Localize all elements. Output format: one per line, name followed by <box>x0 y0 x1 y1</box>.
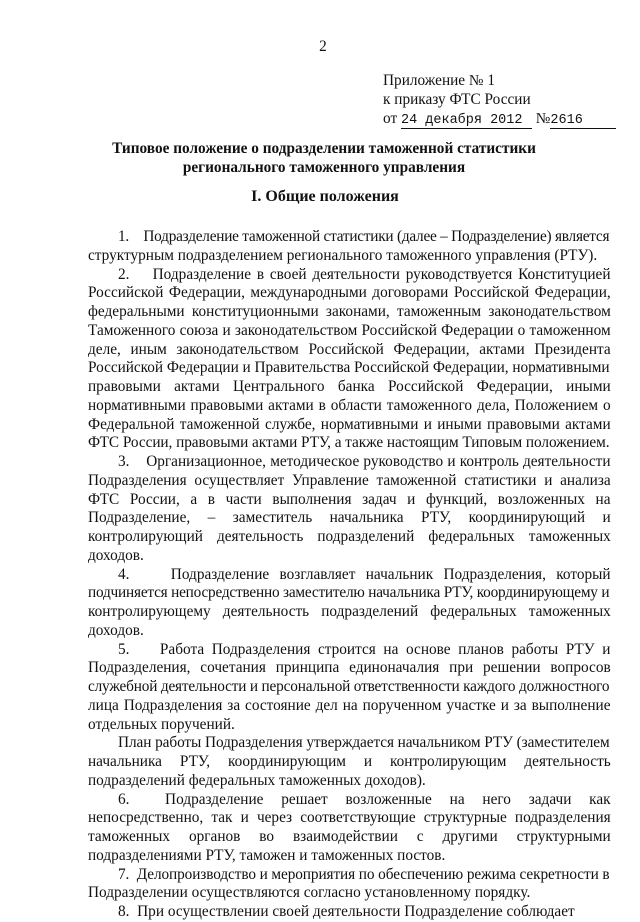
text-line-row <box>88 266 611 285</box>
text-line: служебной деятельности и персональной ответственности каждого должностного <box>88 678 610 695</box>
title-line: Типовое положение о подразделении таможенной статистики <box>112 140 536 157</box>
text-line: 1. Подразделение таможенной статистики (далее – Подразделение) является <box>118 228 610 245</box>
text-line-row <box>88 791 611 810</box>
text-line: ФТС России, а в части выполнения задач и функций, возложенных на <box>88 490 611 508</box>
text-line: правовыми актами Центрального банка Российской Федерации, иными <box>88 378 611 395</box>
paragraph <box>88 228 611 266</box>
text-line-row <box>88 509 611 528</box>
page-number: 2 <box>319 38 327 55</box>
order-number-text: 2616 <box>550 113 583 128</box>
text-line: структурным подразделением регионального таможенного управления (РТУ). <box>88 246 598 264</box>
paragraph <box>88 266 611 454</box>
paragraph <box>88 903 611 922</box>
text-line-row <box>88 547 611 566</box>
text-line: нормативными правовыми актами в области таможенного дела, Положением о <box>88 396 611 414</box>
text-line-row <box>88 303 611 322</box>
text-line: План работы Подразделения утверждается начальником РТУ (заместителем <box>118 734 610 752</box>
paragraph <box>88 641 611 735</box>
text-line: лица Подразделения за состояние дел на порученном участке и за выполнение <box>88 696 611 714</box>
paragraph <box>88 866 611 904</box>
text-line: Подразделение, – заместитель начальника РТУ, координирующий и <box>88 509 611 527</box>
text-line: ФТС России, правовыми актами РТУ, а также настоящим Типовым положением. <box>88 434 610 452</box>
text-line-row <box>88 416 611 435</box>
document-body <box>88 228 611 922</box>
appendix-reference <box>383 71 616 129</box>
text-line-row <box>88 753 611 772</box>
text-line: подразделений федеральных таможенных доходов). <box>88 771 426 789</box>
text-line: подчиняется непосредственно заместителю начальника РТУ, координирующему и <box>88 584 610 602</box>
text-line-row <box>88 284 611 303</box>
order-number <box>550 113 616 129</box>
text-line: 2. Подразделение в своей деятельности руководствуется Конституцией <box>118 265 611 283</box>
paragraph <box>88 791 611 866</box>
text-line-row <box>88 603 611 622</box>
text-line: таможенных органов во взаимодействии с другими структурными <box>88 828 611 845</box>
text-line-row <box>88 641 611 660</box>
text-line: отдельных поручений. <box>88 715 235 733</box>
text-line-row <box>88 472 611 491</box>
order-date-text: 24 декабря 2012 <box>400 113 523 128</box>
text-line-row <box>88 453 611 472</box>
appendix-label: Приложение № 1 <box>383 72 495 89</box>
order-date <box>401 113 532 129</box>
text-line: Федеральной таможенной службе, нормативными и иными правовыми актами <box>88 415 611 433</box>
text-line-row <box>88 828 611 847</box>
paragraph <box>88 453 611 566</box>
text-line-row <box>88 434 611 453</box>
text-line: контролирующему деятельность подразделений федеральных таможенных <box>88 603 611 620</box>
text-line-row <box>88 584 611 603</box>
text-line: 3. Организационное, методическое руководство и контроль деятельности <box>118 453 611 470</box>
document-title <box>0 139 640 177</box>
text-line: Российской Федерации и Правительства Российской Федерации, нормативными <box>88 359 610 377</box>
text-line-row <box>88 809 611 828</box>
text-line-row <box>88 697 611 716</box>
order-reference: к приказу ФТС России <box>383 91 531 108</box>
text-line-row <box>88 359 611 378</box>
text-line-row <box>88 847 611 866</box>
text-line-row <box>88 622 611 641</box>
text-line: Подразделения осуществляет Управление таможенной статистики и анализа <box>88 471 611 489</box>
text-line: 5. Работа Подразделения строится на основе планов работы РТУ и <box>118 640 611 658</box>
from-label: от <box>383 110 398 127</box>
text-line: Подразделения, сочетания принципа единоначалия при решении вопросов <box>88 659 611 677</box>
text-line: контролирующий деятельность подразделений федеральных таможенных <box>88 528 611 545</box>
text-line: федеральными конституционными законами, таможенным законодательством <box>88 303 611 320</box>
text-line-row <box>88 566 611 585</box>
text-line-row <box>88 734 611 753</box>
text-line: начальника РТУ, координирующим и контролирующим деятельность <box>88 753 611 770</box>
text-line: 7. Делопроизводство и мероприятия по обеспечению режима секретности в <box>118 865 610 883</box>
text-line-row <box>88 528 611 547</box>
text-line: Таможенного союза и законодательством Российской Федерации о таможенном <box>88 321 611 339</box>
text-line-row <box>88 378 611 397</box>
text-line: доходов. <box>88 546 144 564</box>
text-line: Российской Федерации, международными договорами Российской Федерации, <box>88 284 611 302</box>
text-line: 4. Подразделение возглавляет начальник Подразделения, который <box>118 565 611 583</box>
text-line-row <box>88 247 611 266</box>
text-line: доходов. <box>88 621 144 639</box>
text-line-row <box>88 772 611 791</box>
paragraph <box>88 566 611 641</box>
text-line-row <box>88 884 611 903</box>
text-line: Подразделении осуществляются согласно установленному порядку. <box>88 884 531 902</box>
title-line: регионального таможенного управления <box>182 159 466 176</box>
text-line-row <box>88 341 611 360</box>
paragraph <box>88 734 611 790</box>
text-line-row <box>88 397 611 416</box>
text-line: 8. При осуществлении своей деятельности Подразделение соблюдает <box>118 903 575 920</box>
text-line-row <box>88 228 611 247</box>
text-line-row <box>88 322 611 341</box>
number-label: № <box>535 110 551 127</box>
text-line: непосредственно, так и через соответствующие структурные подразделения <box>88 809 611 827</box>
text-line-row <box>88 903 611 922</box>
text-line-row <box>88 659 611 678</box>
text-line-row <box>88 866 611 885</box>
text-line: подразделениями РТУ, таможен и таможенных постов. <box>88 846 446 864</box>
text-line-row <box>88 716 611 735</box>
text-line: 6. Подразделение решает возложенные на него задачи как <box>118 790 611 808</box>
text-line: деле, иным законодательством Российской Федерации, актами Президента <box>88 340 611 358</box>
order-date-line <box>383 109 616 129</box>
text-line-row <box>88 491 611 510</box>
section-heading: I. Общие положения <box>251 188 399 205</box>
text-line-row <box>88 678 611 697</box>
